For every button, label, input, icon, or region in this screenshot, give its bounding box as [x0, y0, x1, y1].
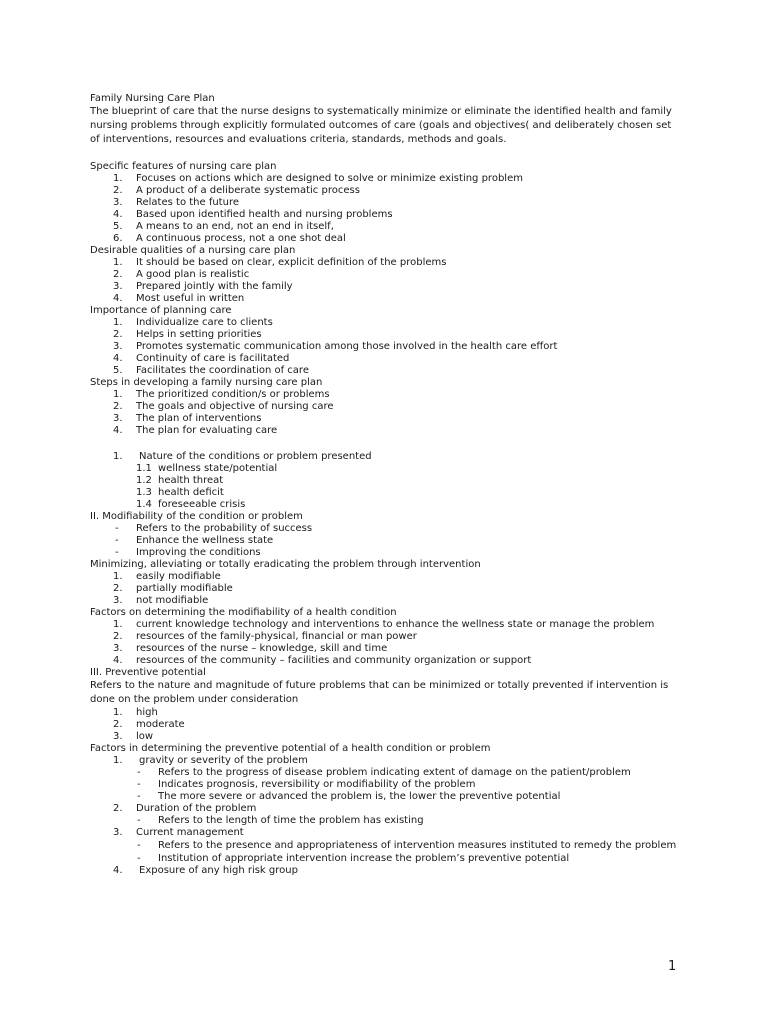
list-item: 1.1 wellness state/potential — [136, 463, 278, 474]
list-item: 5. A means to an end, not an end in itself, — [113, 221, 334, 232]
list-item: 2. A good plan is realistic — [113, 269, 250, 280]
list-item: - Institution of appropriate intervention increase the problem’s preventive potential — [137, 853, 570, 864]
page-number: 1 — [668, 959, 677, 974]
list-item: 2. Duration of the problem — [113, 803, 257, 814]
list-item: 3. Promotes systematic communication among those involved in the health care effort — [113, 341, 558, 352]
prev-factors-list-4 — [90, 865, 680, 877]
list-item: 6. A continuous process, not a one shot deal — [113, 233, 346, 244]
document-body — [90, 93, 680, 877]
list-item: 1. high — [113, 707, 158, 718]
list-item: - Improving the conditions — [115, 547, 261, 558]
list-item: 3. Current management — [113, 827, 244, 838]
list-item: 1. easily modifiable — [113, 571, 221, 582]
importance-list — [90, 317, 680, 377]
modifiability-line: Minimizing, alleviating or totally eradicating the problem through intervention — [90, 559, 481, 570]
prev-factors-item3-dashes — [90, 839, 680, 865]
list-item: 4. resources of the community – facilities and community organization or support — [113, 655, 532, 666]
features-heading: Specific features of nursing care plan — [90, 161, 277, 172]
preventive-levels — [90, 707, 680, 743]
list-item: 4. Based upon identified health and nursing problems — [113, 209, 393, 220]
modifiability-levels — [90, 571, 680, 607]
list-item: 1. Nature of the conditions or problem presented — [113, 451, 372, 462]
list-item: 2. moderate — [113, 719, 185, 730]
list-item: 2. Helps in setting priorities — [113, 329, 262, 340]
list-item: 1. gravity or severity of the problem — [113, 755, 308, 766]
modifiability-heading: II. Modifiability of the condition or problem — [90, 511, 303, 522]
list-item: 3. resources of the nurse – knowledge, skill and time — [113, 643, 388, 654]
mod-factors-heading: Factors on determining the modifiability of a health condition — [90, 607, 397, 618]
list-item: 2. A product of a deliberate systematic process — [113, 185, 360, 196]
features-list — [90, 173, 680, 245]
list-item: 4. Continuity of care is facilitated — [113, 353, 290, 364]
list-item: - Refers to the progress of disease problem indicating extent of damage on the patient/problem — [137, 767, 631, 778]
list-item: 3. Prepared jointly with the family — [113, 281, 293, 292]
prev-factors-list-2 — [90, 803, 680, 815]
list-item: - The more severe or advanced the problem is, the lower the preventive potential — [137, 791, 561, 802]
list-item: - Indicates prognosis, reversibility or modifiability of the problem — [137, 779, 476, 790]
nature-list — [90, 451, 680, 463]
list-item: 3. not modifiable — [113, 595, 209, 606]
intro-paragraph: The blueprint of care that the nurse designs to systematically minimize or eliminate the identified health and family nursing problems through explicitly formulated outcomes of care (goals and objectives( and deliberately chosen set of interventions, resources and evaluations criteria, standards, methods and goals. — [90, 106, 672, 145]
prev-factors-list-3 — [90, 827, 680, 839]
qualities-heading: Desirable qualities of a nursing care plan — [90, 245, 296, 256]
list-item: - Refers to the presence and appropriateness of intervention measures instituted to remedy the problem — [137, 840, 677, 851]
list-item: 1. The prioritized condition/s or problems — [113, 389, 330, 400]
list-item: 1.4 foreseeable crisis — [136, 499, 246, 510]
list-item: 3. Relates to the future — [113, 197, 239, 208]
list-item: 4. The plan for evaluating care — [113, 425, 278, 436]
list-item: 2. resources of the family-physical, financial or man power — [113, 631, 417, 642]
modifiability-dash-list — [90, 523, 680, 559]
qualities-list — [90, 257, 680, 305]
list-item: 3. low — [113, 731, 154, 742]
list-item: - Refers to the probability of success — [115, 523, 313, 534]
list-item: 1. current knowledge technology and interventions to enhance the wellness state or manage the problem — [113, 619, 655, 630]
preventive-paragraph: Refers to the nature and magnitude of future problems that can be minimized or totally prevented if intervention is done on the problem under consideration — [90, 680, 669, 705]
list-item: 2. The goals and objective of nursing care — [113, 401, 334, 412]
steps-list — [90, 389, 680, 437]
list-item: 4. Exposure of any high risk group — [113, 865, 298, 876]
list-item: 3. The plan of interventions — [113, 413, 262, 424]
prev-factors-item1-dashes — [90, 767, 680, 803]
list-item: 1. Focuses on actions which are designed to solve or minimize existing problem — [113, 173, 523, 184]
steps-heading: Steps in developing a family nursing care plan — [90, 377, 323, 388]
prev-factors-item2-dashes — [90, 815, 680, 827]
nature-sublist — [90, 463, 680, 511]
mod-factors-list — [90, 619, 680, 667]
list-item: 1. Individualize care to clients — [113, 317, 273, 328]
preventive-heading: III. Preventive potential — [90, 667, 206, 678]
list-item: - Refers to the length of time the problem has existing — [137, 815, 424, 826]
list-item: 1. It should be based on clear, explicit definition of the problems — [113, 257, 447, 268]
list-item: 1.3 health deficit — [136, 487, 224, 498]
importance-heading: Importance of planning care — [90, 305, 232, 316]
prev-factors-heading: Factors in determining the preventive potential of a health condition or problem — [90, 743, 491, 754]
list-item: 5. Facilitates the coordination of care — [113, 365, 309, 376]
list-item: 4. Most useful in written — [113, 293, 245, 304]
list-item: 2. partially modifiable — [113, 583, 233, 594]
list-item: 1.2 health threat — [136, 475, 224, 486]
document-title: Family Nursing Care Plan — [90, 93, 215, 104]
list-item: - Enhance the wellness state — [115, 535, 274, 546]
prev-factors-list — [90, 755, 680, 767]
